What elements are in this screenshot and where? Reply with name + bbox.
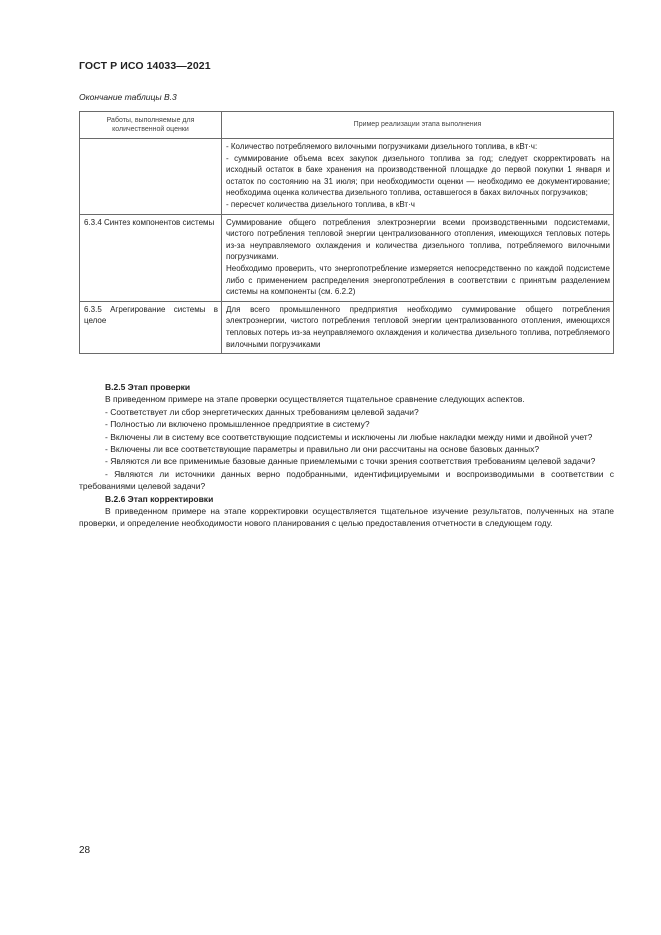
table-row: [80, 214, 614, 301]
check-item: - Соответствует ли сбор энергетических данных требованиям целевой задачи?: [105, 406, 419, 417]
table-caption: Окончание таблицы В.3: [79, 92, 177, 102]
row3-work-cell: 6.3.5 Агрегирование системы в целое: [80, 301, 222, 353]
table-row: [80, 139, 614, 215]
header-works-column: Работы, выполняемые для количественной оценки: [80, 112, 222, 139]
row2-example-cell: [222, 214, 614, 301]
table-header-row: [80, 112, 614, 139]
row2-example-line: Суммирование общего потребления электроэнергии всеми производственными подсистемами, чистого потребления тепловой энергии централизованного отопления, имеющихся тепловых потерь из-за неуправляемого охлаждения и количества дизельного топлива, потребляемого вилочными погрузчиками.: [226, 217, 610, 262]
section-b26-text: В приведенном примере на этапе корректировки осуществляется тщательное изучение результатов, полученных на этапе проверки, и определение необходимости нового планирования с целью предоставления отчетности в следующем году.: [79, 506, 614, 529]
body-text: [79, 381, 614, 530]
document-code-header: ГОСТ Р ИСО 14033—2021: [79, 60, 211, 72]
section-b26-heading: В.2.6 Этап корректировки: [105, 493, 214, 504]
row1-example-line: - пересчет количества дизельного топлива, в кВт·ч: [226, 199, 415, 209]
row1-example-line: - Количество потребляемого вилочными погрузчиками дизельного топлива, в кВт·ч:: [226, 142, 538, 151]
check-item: - Включены ли в систему все соответствующие подсистемы и исключены ли любые накладки между ними и двойной учет?: [105, 431, 593, 442]
row2-example-line: Необходимо проверить, что энергопотребление измеряется непосредственно по каждой подсистеме либо с применением распределения энергопотребления в соответствии с принятым разделением системы на компоненты (см. 6.2.2): [226, 263, 610, 297]
check-item: - Включены ли все соответствующие параметры и правильно ли они рассчитаны на основе базовых данных?: [105, 444, 540, 455]
table-b3-continuation: [79, 111, 614, 354]
table-row: [80, 301, 614, 353]
check-item: - Являются ли источники данных верно подобранными, идентифицируемыми и воспроизводимыми в соответствии с требованиями целевой задачи?: [79, 468, 614, 492]
section-b25-heading: В.2.5 Этап проверки: [105, 382, 191, 392]
row1-work-cell: [80, 139, 222, 215]
row1-example-cell: [222, 139, 614, 215]
check-item: - Являются ли все применимые базовые данные приемлемыми с точки зрения соответствия требованиям целевой задачи?: [105, 456, 596, 467]
row3-example-line: Для всего промышленного предприятия необходимо суммирование общего потребления электроэнергии, чистого потребления тепловой энергии централизованного отопления, имеющихся тепловых потерь из-за неуправляемого охлаждения и количества дизельного топлива, потребляемого вилочными погрузчиками: [226, 304, 610, 349]
row3-example-cell: [222, 301, 614, 353]
row1-example-line: - суммирование объема всех закупок дизельного топлива за год; следует скорректировать на исходный остаток в баке хранения на производственной площадке до первой покупки 1 января и остаток по состоянию на 31 июля; при необходимости оценки — необходимо ее документирование; необходима оценка количества дизельного топлива, оставшегося в баках вилочных погрузчиков;: [226, 153, 610, 198]
page-number: 28: [79, 845, 91, 856]
header-example-column: Пример реализации этапа выполнения: [222, 112, 614, 139]
check-item: - Полностью ли включено промышленное предприятие в систему?: [105, 419, 370, 430]
section-b25-intro: В приведенном примере на этапе проверки осуществляется тщательное сравнение следующих аспектов.: [105, 394, 525, 405]
row2-work-cell: 6.3.4 Синтез компонентов системы: [80, 214, 222, 301]
